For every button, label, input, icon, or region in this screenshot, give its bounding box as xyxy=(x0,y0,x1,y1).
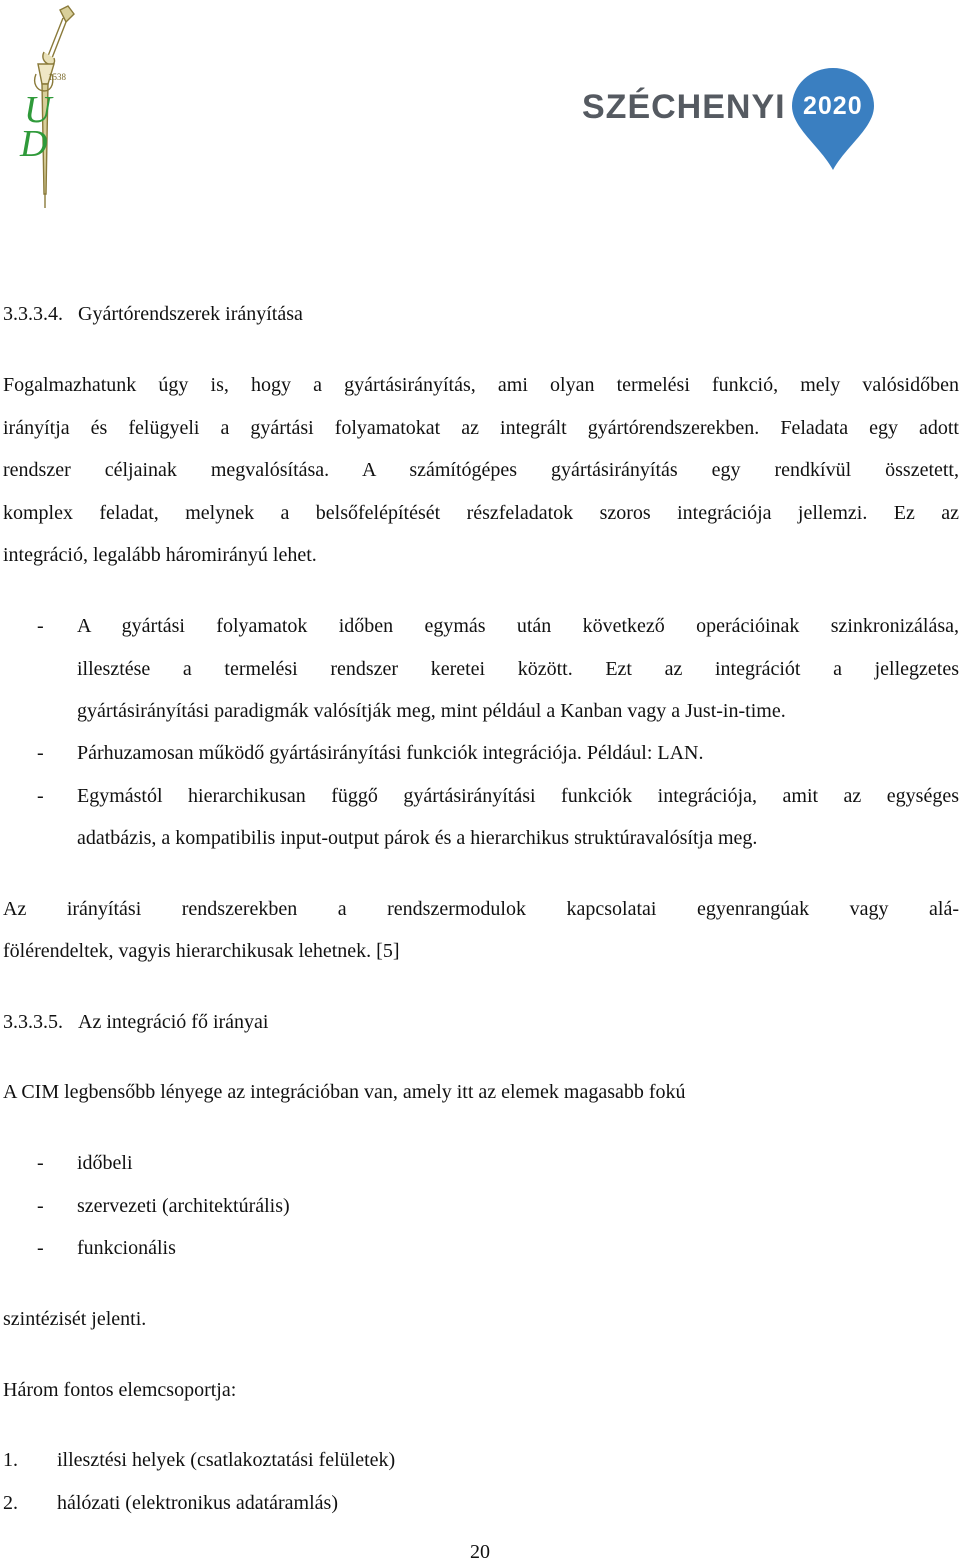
heading-number: 3.3.3.4. xyxy=(3,303,63,325)
szechenyi-name: SZÉCHENYI xyxy=(582,88,786,126)
paragraph-line: Az irányítási rendszerekben a rendszermodulok kapcsolatai egyenrangúak vagy alá- xyxy=(3,898,959,920)
paragraph-line: Fogalmazhatunk úgy is, hogy a gyártásirányítás, ami olyan termelési funkció, mely valósidőben xyxy=(3,374,959,396)
bullet-line: illesztése a termelési rendszer keretei között. Ezt az integrációt a jellegzetes xyxy=(77,658,959,680)
heading-number: 3.3.3.5. xyxy=(3,1011,63,1033)
paragraph-line: irányítja és felügyeli a gyártási folyamatokat az integrált gyártórendszerekben. Feladata egy adott xyxy=(3,417,959,439)
cim-intro-text: A CIM legbensőbb lényege az integrációban van, amely itt az elemek magasabb fokú xyxy=(3,1081,686,1103)
bullet-line: A gyártási folyamatok időben egymás után következő operációinak szinkronizálása, xyxy=(77,615,959,637)
element-groups-intro: Három fontos elemcsoportja: xyxy=(3,1379,237,1401)
szechenyi-2020-logo xyxy=(582,66,882,176)
bullet-dash: - xyxy=(37,1195,44,1217)
paragraph-line: fölérendeltek, vagyis hierarchikusak lehetnek. [5] xyxy=(3,940,400,962)
list-item: szervezeti (architektúrális) xyxy=(77,1195,290,1217)
bullet-dash: - xyxy=(37,1237,44,1259)
heading-title: Gyártórendszerek irányítása xyxy=(78,303,303,325)
crest-year: 1538 xyxy=(48,72,66,82)
list-item: hálózati (elektronikus adatáramlás) xyxy=(57,1492,338,1514)
bullet-line: Párhuzamosan működő gyártásirányítási funkciók integrációja. Például: LAN. xyxy=(77,742,704,764)
bullet-dash: - xyxy=(37,785,44,807)
university-crest-logo xyxy=(8,4,80,210)
szechenyi-year: 2020 xyxy=(803,92,863,120)
list-number: 2. xyxy=(3,1492,18,1514)
section-heading-3-3-3-5 xyxy=(3,1010,268,1034)
section-heading-3-3-3-4 xyxy=(3,302,303,326)
bullet-dash: - xyxy=(37,1152,44,1174)
bullet-line: Egymástól hierarchikusan függő gyártásirányítási funkciók integrációja, amit az egységes xyxy=(77,785,959,807)
bullet-dash: - xyxy=(37,742,44,764)
synthesis-text: szintézisét jelenti. xyxy=(3,1308,147,1330)
bullet-line: adatbázis, a kompatibilis input-output párok és a hierarchikus struktúravalósítja meg. xyxy=(77,827,758,849)
list-number: 1. xyxy=(3,1449,18,1471)
svg-text:D: D xyxy=(20,123,48,165)
heading-title: Az integráció fő irányai xyxy=(78,1011,269,1033)
paragraph-line: rendszer céljainak megvalósítása. A számítógépes gyártásirányítás egy rendkívül összetett, xyxy=(3,459,959,481)
page-number: 20 xyxy=(470,1541,490,1563)
list-item: időbeli xyxy=(77,1152,133,1174)
bullet-dash: - xyxy=(37,615,44,637)
paragraph-line: integráció, legalább háromirányú lehet. xyxy=(3,544,317,566)
bullet-line: gyártásirányítási paradigmák valósítják meg, mint például a Kanban vagy a Just-in-time. xyxy=(77,700,786,722)
list-item: funkcionális xyxy=(77,1237,176,1259)
svg-text:U: U xyxy=(24,89,52,131)
list-item: illesztési helyek (csatlakoztatási felületek) xyxy=(57,1449,396,1471)
paragraph-line: komplex feladat, melynek a belsőfelépítését részfeladatok szoros integrációja jellemzi. Ez az xyxy=(3,502,959,524)
